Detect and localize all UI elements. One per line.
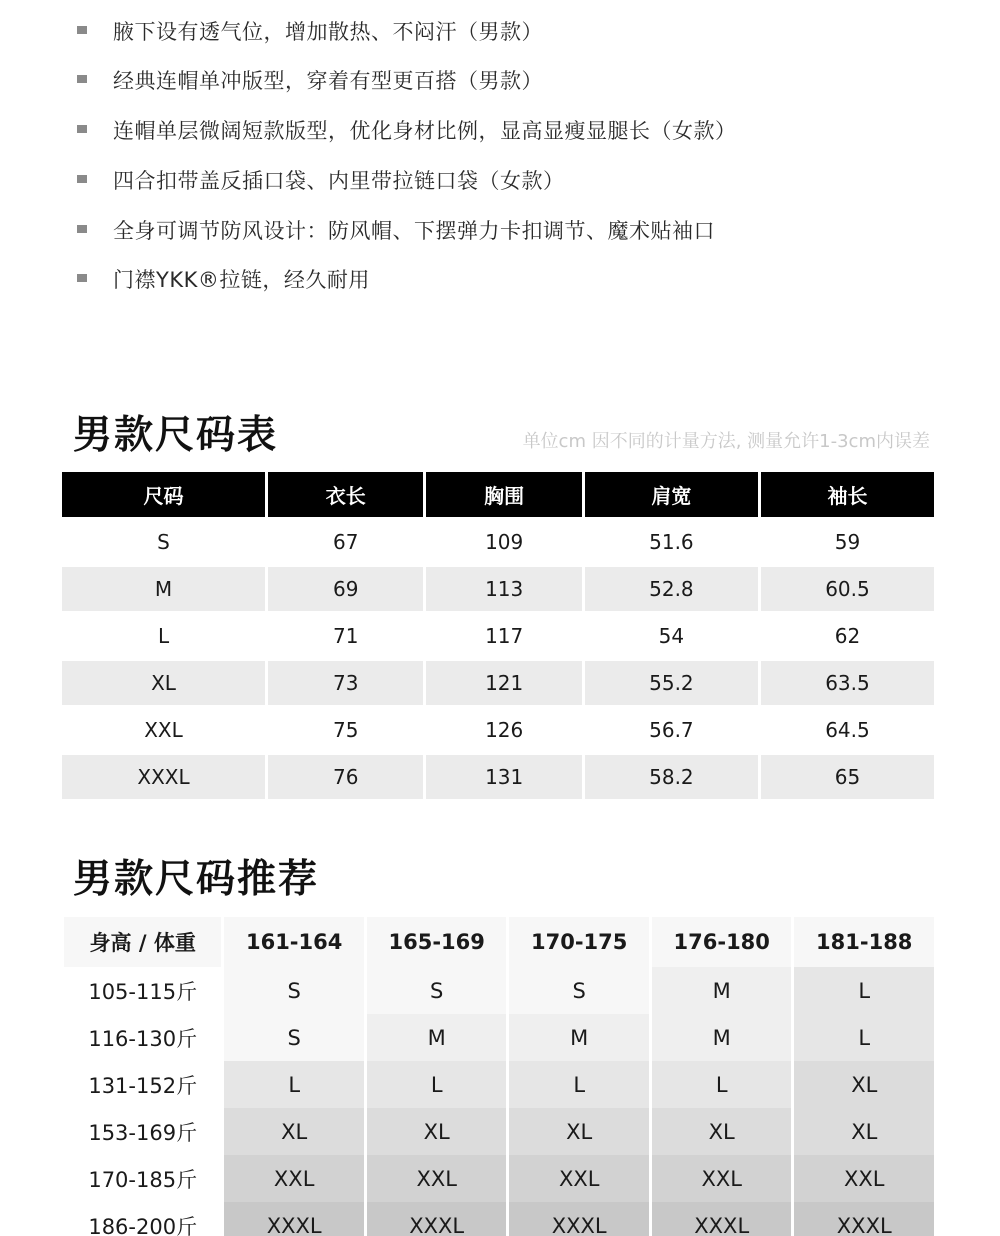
size-recommend-table bbox=[61, 917, 937, 1236]
value-cell: 121 bbox=[426, 661, 581, 705]
value-cell: 109 bbox=[485, 530, 524, 554]
size-cell: XXL bbox=[367, 1155, 507, 1202]
table-row bbox=[64, 1108, 934, 1155]
size-cell: L bbox=[367, 1061, 507, 1108]
weight-cell: 170-185斤 bbox=[64, 1155, 221, 1202]
value-cell: 71 bbox=[333, 624, 359, 648]
value-cell: 54 bbox=[658, 624, 685, 648]
weight-cell: 131-152斤 bbox=[64, 1061, 221, 1108]
value-cell: 117 bbox=[485, 624, 524, 648]
bullet-square-icon bbox=[77, 75, 87, 83]
size-cell: L bbox=[509, 1061, 649, 1108]
value-cell: 56.7 bbox=[649, 718, 694, 742]
table-row bbox=[64, 1014, 934, 1061]
value-cell: 63.5 bbox=[761, 661, 934, 705]
size-cell: L bbox=[794, 967, 934, 1014]
size-cell: XXXL bbox=[367, 1202, 507, 1236]
value-cell: 113 bbox=[426, 567, 581, 611]
size-cell: XL bbox=[224, 1108, 364, 1155]
size-cell: XXL bbox=[224, 1155, 364, 1202]
size-cell: XL bbox=[794, 1061, 934, 1108]
value-cell: 51.6 bbox=[649, 530, 694, 554]
value-cell: 58.2 bbox=[585, 755, 758, 799]
table-header-row bbox=[62, 472, 934, 517]
measurement-note: 单位cm 因不同的计量方法, 测量允许1-3cm内误差 bbox=[522, 431, 930, 452]
size-cell: S bbox=[224, 967, 364, 1014]
size-cell: XXL bbox=[794, 1155, 934, 1202]
value-cell: 52.8 bbox=[585, 567, 758, 611]
size-cell: M bbox=[652, 1014, 792, 1061]
bullet-square-icon bbox=[77, 26, 87, 34]
bullet-square-icon bbox=[77, 125, 87, 133]
size-cell: L bbox=[652, 1061, 792, 1108]
size-cell: S bbox=[224, 1014, 364, 1061]
table-row bbox=[64, 1061, 934, 1108]
header-cell: 肩宽 bbox=[585, 472, 758, 517]
feature-text: 连帽单层微阔短款版型，优化身材比例，显高显瘦显腿长（女款） bbox=[113, 119, 737, 143]
size-cell: XL bbox=[652, 1108, 792, 1155]
value-cell: 76 bbox=[268, 755, 423, 799]
value-cell: 64.5 bbox=[825, 718, 870, 742]
table-header-row bbox=[64, 917, 934, 967]
header-cell: 176-180 bbox=[652, 917, 792, 967]
size-cell: L bbox=[157, 624, 170, 648]
size-cell: XL bbox=[62, 661, 265, 705]
header-cell: 170-175 bbox=[509, 917, 649, 967]
feature-text: 全身可调节防风设计：防风帽、下摆弹力卡扣调节、魔术贴袖口 bbox=[113, 219, 715, 243]
size-cell: XXXL bbox=[652, 1202, 792, 1236]
value-cell: 55.2 bbox=[585, 661, 758, 705]
weight-cell: 105-115斤 bbox=[64, 967, 221, 1014]
value-cell: 131 bbox=[426, 755, 581, 799]
value-cell: 69 bbox=[268, 567, 423, 611]
size-chart-table bbox=[59, 469, 937, 802]
table-row bbox=[64, 1155, 934, 1202]
header-cell: 165-169 bbox=[367, 917, 507, 967]
size-cell: S bbox=[367, 967, 507, 1014]
feature-text: 门襟YKK®拉链，经久耐用 bbox=[113, 268, 370, 292]
table-row bbox=[62, 520, 934, 564]
size-chart-title: 男款尺码表 bbox=[73, 413, 279, 458]
size-cell: L bbox=[794, 1014, 934, 1061]
header-cell: 181-188 bbox=[794, 917, 934, 967]
value-cell: 60.5 bbox=[761, 567, 934, 611]
size-cell: XXL bbox=[509, 1155, 649, 1202]
size-cell: XXL bbox=[652, 1155, 792, 1202]
value-cell: 67 bbox=[333, 530, 359, 554]
table-row bbox=[64, 967, 934, 1014]
value-cell: 59 bbox=[834, 530, 861, 554]
size-cell: XXXL bbox=[62, 755, 265, 799]
weight-cell: 116-130斤 bbox=[64, 1014, 221, 1061]
feature-text: 腋下设有透气位，增加散热、不闷汗（男款） bbox=[113, 20, 543, 44]
size-cell: L bbox=[224, 1061, 364, 1108]
value-cell: 62 bbox=[834, 624, 861, 648]
bullet-square-icon bbox=[77, 274, 87, 282]
header-cell: 161-164 bbox=[224, 917, 364, 967]
table-row bbox=[62, 614, 934, 658]
size-recommend-title: 男款尺码推荐 bbox=[73, 857, 320, 902]
size-cell: M bbox=[509, 1014, 649, 1061]
value-cell: 65 bbox=[761, 755, 934, 799]
weight-cell: 153-169斤 bbox=[64, 1108, 221, 1155]
size-cell: XL bbox=[367, 1108, 507, 1155]
value-cell: 75 bbox=[333, 718, 359, 742]
header-cell: 身高 / 体重 bbox=[64, 917, 221, 967]
size-cell: S bbox=[509, 967, 649, 1014]
size-cell: M bbox=[652, 967, 792, 1014]
size-cell: S bbox=[157, 530, 170, 554]
table-row bbox=[62, 567, 934, 611]
size-cell: XXXL bbox=[509, 1202, 649, 1236]
size-cell: XXXL bbox=[794, 1202, 934, 1236]
value-cell: 73 bbox=[268, 661, 423, 705]
bullet-square-icon bbox=[77, 175, 87, 183]
size-cell: XL bbox=[794, 1108, 934, 1155]
table-row bbox=[62, 708, 934, 752]
header-cell: 袖长 bbox=[761, 472, 934, 517]
header-cell: 尺码 bbox=[62, 472, 265, 517]
table-row bbox=[62, 755, 934, 799]
value-cell: 126 bbox=[485, 718, 524, 742]
size-cell: XL bbox=[509, 1108, 649, 1155]
table-row bbox=[64, 1202, 934, 1236]
feature-text: 四合扣带盖反插口袋、内里带拉链口袋（女款） bbox=[113, 169, 565, 193]
table-row bbox=[62, 661, 934, 705]
size-cell: M bbox=[367, 1014, 507, 1061]
feature-text: 经典连帽单冲版型，穿着有型更百搭（男款） bbox=[113, 69, 543, 93]
weight-cell: 186-200斤 bbox=[64, 1202, 221, 1236]
header-cell: 胸围 bbox=[426, 472, 581, 517]
size-cell: XXL bbox=[144, 718, 183, 742]
bullet-square-icon bbox=[77, 225, 87, 233]
size-cell: M bbox=[62, 567, 265, 611]
size-cell: XXXL bbox=[224, 1202, 364, 1236]
header-cell: 衣长 bbox=[268, 472, 423, 517]
